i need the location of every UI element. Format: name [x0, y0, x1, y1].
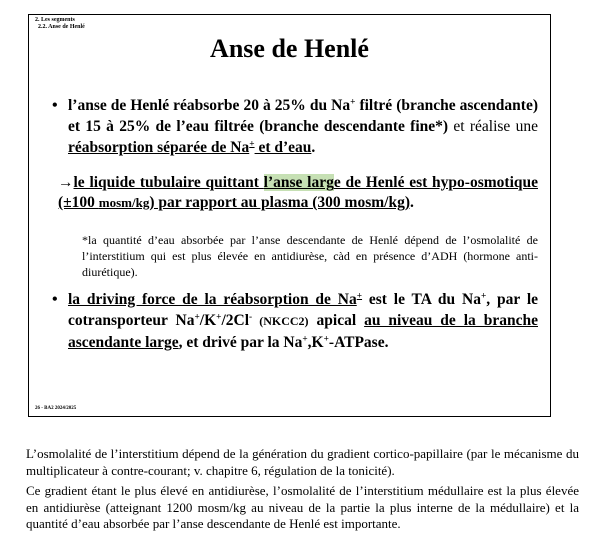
bullet-dot-icon: • [52, 97, 58, 114]
breadcrumb [35, 17, 85, 31]
breadcrumb-section: 2. Les segments [35, 17, 75, 23]
bullet-dot-icon: • [52, 291, 58, 308]
highlighted-text: l’anse larg [263, 174, 334, 191]
notes-paragraph-2: Ce gradient étant le plus élevé en antidiurèse, l’osmolalité de l’interstitium médullaire est la plus élevée en antidiurèse (atteignant 1200 mosm/kg au niveau de la partie la plus interne de la médullaire) et la quantité d’eau absorbée par l’anse descendante de Henlé est importante. [26, 483, 579, 531]
footnote: *la quantité d’eau absorbée par l’anse descendante de Henlé dépend de l’osmolalité de l’interstitium qui est plus élevée en antidiurèse, càd en présence d’ADH (hormone anti-diurétique). [82, 233, 538, 279]
arrow-point-hypoosmotic: →le liquide tubulaire quittant l’anse large de Henlé est hypo-osmotique (±100 mosm/kg) par rapport au plasma (300 mosm/kg). [58, 174, 538, 211]
slide-title: Anse de Henlé [210, 34, 369, 63]
bullet-reabsorption: • l’anse de Henlé réabsorbe 20 à 25% du Na+ filtré (branche ascendante) et 15 à 25% de l’eau filtrée (branche descendante fine*) et réalise une réabsorption séparée de Na+ et d’eau. [52, 97, 539, 156]
breadcrumb-subsection: 2.2. Anse de Henlé [38, 24, 85, 30]
notes-paragraph-1: L’osmolalité de l’interstitium dépend de la génération du gradient cortico-papillaire (par le mécanisme du multiplicateur à contre-courant; v. chapitre 6, régulation de la tonicité). [26, 446, 579, 478]
slide [28, 14, 551, 417]
bullet-driving-force: • la driving force de la réabsorption de Na+ est le TA du Na+, par le cotransporteur Na+/K+/2Cl- (NKCC2) apical au niveau de la branche ascendante large, et drivé par la Na+,K+-ATPase. [52, 291, 539, 351]
slide-page-label: 26 - BA2 2024/2025 [35, 406, 77, 411]
right-arrow-icon: → [58, 174, 74, 191]
